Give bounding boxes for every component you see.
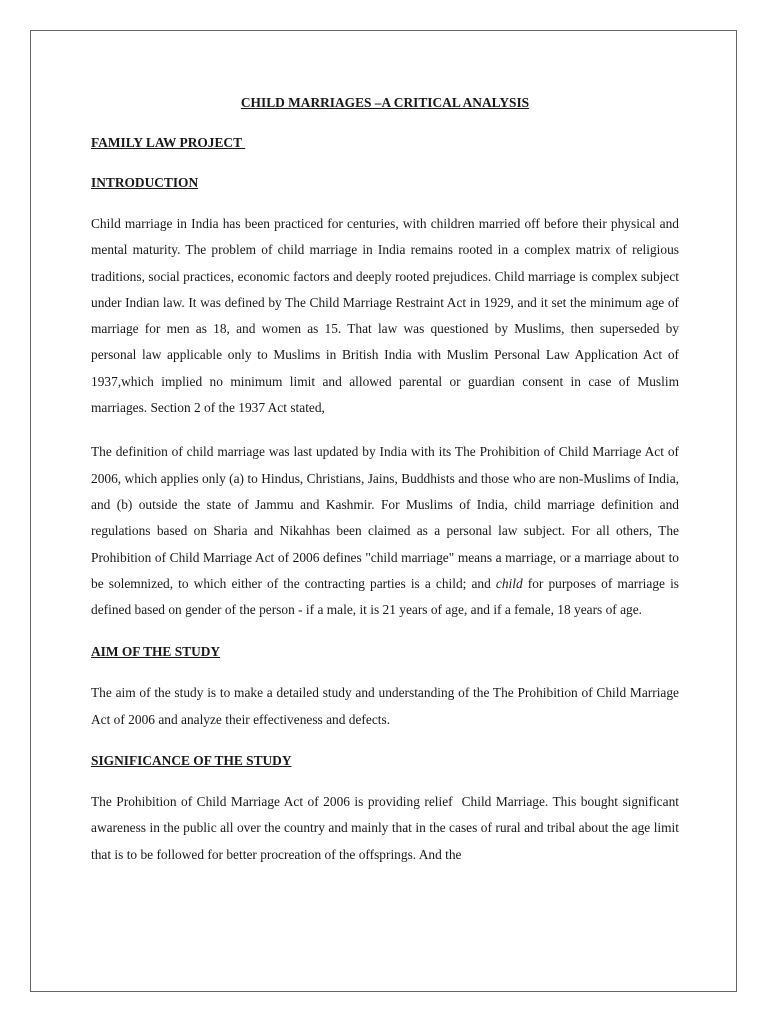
document-title: CHILD MARRIAGES –A CRITICAL ANALYSIS bbox=[240, 95, 530, 110]
aim-paragraph: The aim of the study is to make a detailed study and understanding of the The Prohibition of Child Marriage Act of 2006 and analyze their effectiveness and defects. bbox=[91, 685, 679, 727]
paragraph-2-text-b: for purposes of marriage is defined based on gender of the person - if a male, it is 21 years of age, and if a female, 18 years of age. bbox=[91, 575, 679, 618]
significance-paragraph: The Prohibition of Child Marriage Act of 2006 is providing relief Child Marriage. This bought significant awareness in the public all over the country and mainly that in the cases of rural and tribal about the age limit that is to be followed for better procreation of the offsprings. And the bbox=[91, 794, 683, 862]
paragraph-2-text-a: The definition of child marriage was last updated by India with its The Prohibition of Child Marriage Act of 2006, which applies only (a) to Hindus, Christians, Jains, Buddhists and those who are non-Muslims of India, and (b) outside the state of Jammu and Kashmir. For Muslims of India, child marriage definition and regulations based on Sharia and Nikahhas been claimed as a personal law subject. For all others, The Prohibition of Child Marriage Act of 2006 defines "child marriage" means a marriage, or a marriage about to be solemnized, to which either of the contracting parties is a child; and bbox=[91, 444, 679, 591]
introduction-paragraph-1: Child marriage in India has been practiced for centuries, with children married off before their physical and mental maturity. The problem of child marriage in India remains rooted in a complex matrix of religious traditions, social practices, economic factors and deeply rooted prejudices. Child marriage is complex subject under Indian law. It was defined by The Child Marriage Restraint Act in 1929, and it set the minimum age of marriage for men as 18, and women as 15. That law was questioned by Muslims, then superseded by personal law applicable only to Muslims in British India with Muslim Personal Law Application Act of 1937,which implied no minimum limit and allowed parental or guardian consent in case of Muslim marriages. Section 2 of the 1937 Act stated, bbox=[91, 216, 679, 416]
significance-heading: SIGNIFICANCE OF THE STUDY bbox=[91, 753, 292, 769]
project-label: FAMILY LAW PROJECT bbox=[91, 135, 246, 150]
introduction-heading: INTRODUCTION bbox=[91, 175, 199, 190]
document-body bbox=[91, 91, 683, 868]
introduction-paragraph-2 bbox=[91, 439, 679, 623]
aim-heading: AIM OF THE STUDY bbox=[91, 644, 221, 660]
paragraph-2-italic-term: child bbox=[495, 575, 523, 591]
